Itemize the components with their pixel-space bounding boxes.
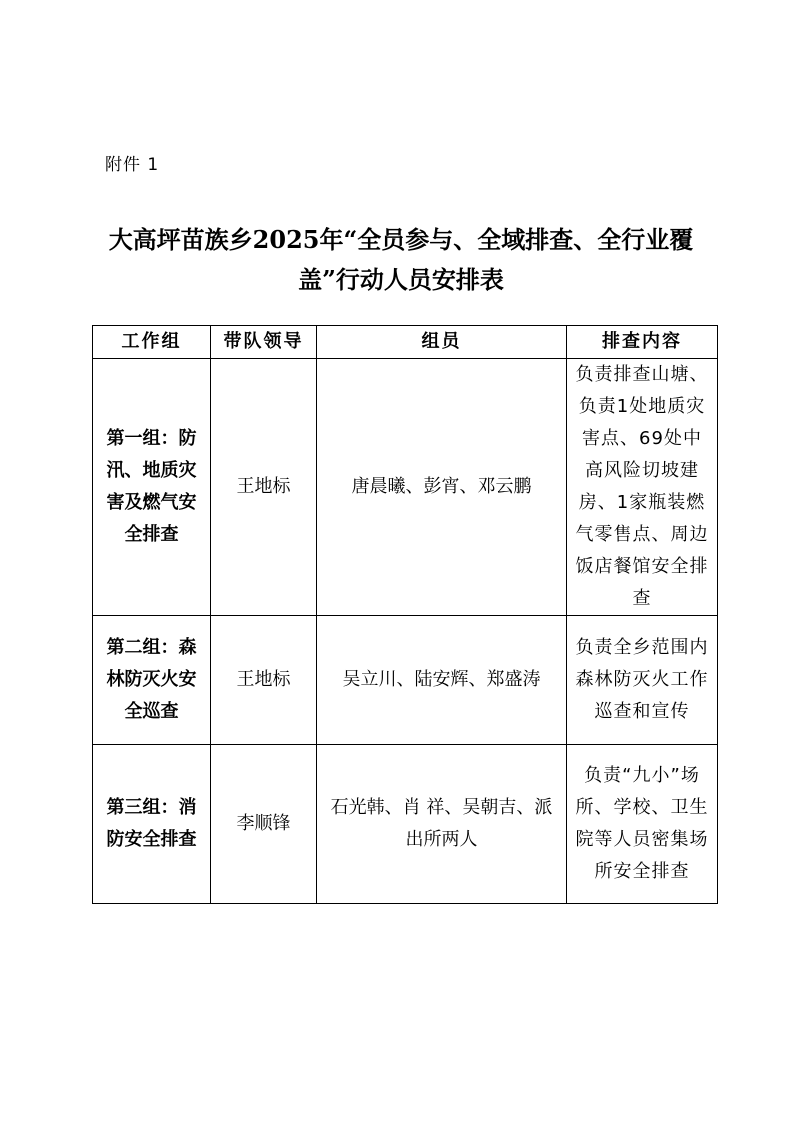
column-header-leader: 带队领导 <box>211 326 317 359</box>
members-cell: 唐晨曦、彭宵、邓云鹏 <box>317 359 567 616</box>
task-cell: 负责全乡范围内森林防灭火工作巡查和宣传 <box>567 616 718 745</box>
members-cell: 吴立川、陆安辉、郑盛涛 <box>317 616 567 745</box>
title-line-1: 大高坪苗族乡2025年“全员参与、全域排查、全行业覆 <box>108 225 694 254</box>
table-row <box>93 616 718 745</box>
title-line-2: 盖”行动人员安排表 <box>298 265 504 294</box>
column-header-group: 工作组 <box>93 326 211 359</box>
leader-cell: 王地标 <box>211 616 317 745</box>
document-title <box>95 220 707 300</box>
attachment-label: 附件 1 <box>105 155 160 175</box>
column-header-members: 组员 <box>317 326 567 359</box>
group-cell: 第二组：森林防灭火安全巡查 <box>93 616 211 745</box>
leader-cell: 李顺锋 <box>211 745 317 904</box>
group-cell: 第一组：防汛、地质灾害及燃气安全排查 <box>93 359 211 616</box>
personnel-arrangement-table <box>92 325 718 904</box>
table-row <box>93 359 718 616</box>
table-header-row <box>93 326 718 359</box>
task-cell: 负责“九小”场所、学校、卫生院等人员密集场所安全排查 <box>567 745 718 904</box>
table-row <box>93 745 718 904</box>
leader-cell: 王地标 <box>211 359 317 616</box>
members-cell: 石光韩、肖 祥、吴朝吉、派出所两人 <box>317 745 567 904</box>
group-cell: 第三组：消防安全排查 <box>93 745 211 904</box>
task-cell: 负责排查山塘、负责1处地质灾害点、69处中高风险切坡建房、1家瓶装燃气零售点、周边饭店餐馆安全排查 <box>567 359 718 616</box>
column-header-task: 排查内容 <box>567 326 718 359</box>
